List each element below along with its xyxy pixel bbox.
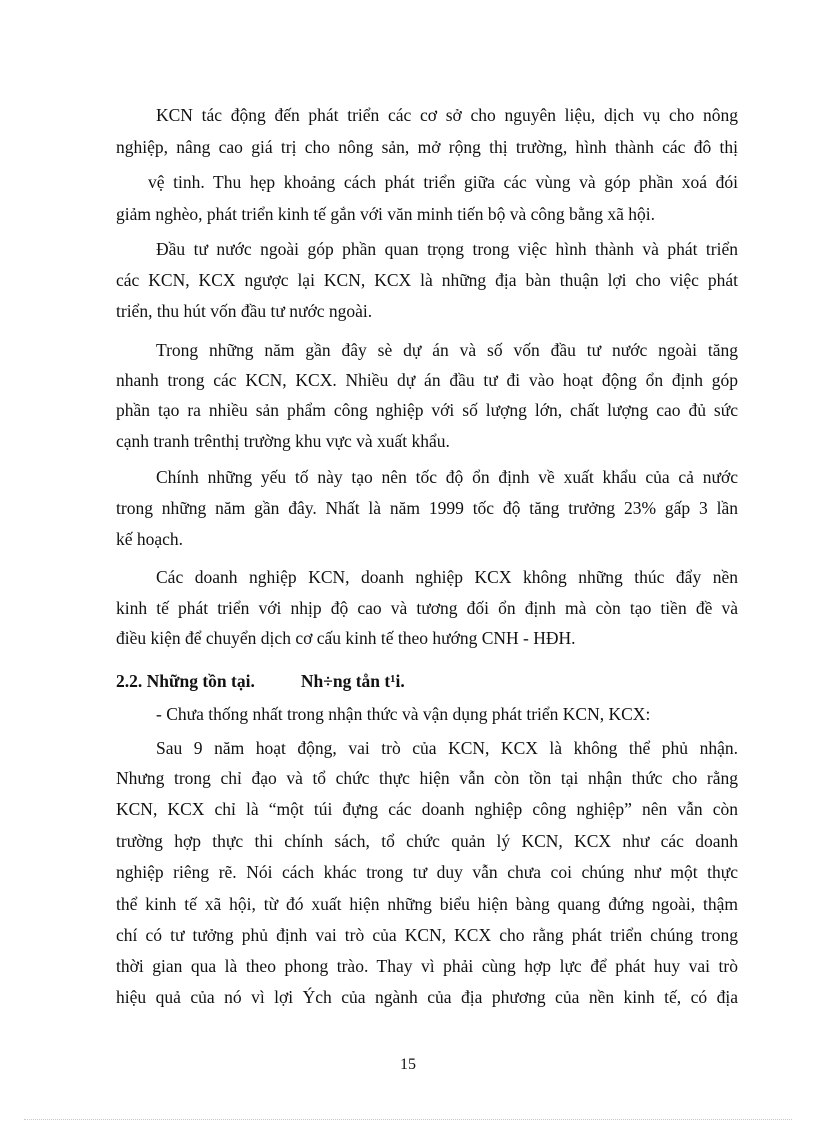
paragraph-6-line-4: trường hợp thực thi chính sách, tổ chức quản lý KCN, KCX như các doanh xyxy=(116,831,738,851)
paragraph-5-line-3: điều kiện để chuyển dịch cơ cấu kinh tế theo hướng CNH - HĐH. xyxy=(116,628,576,648)
paragraph-3-line-1: Trong những năm gần đây sè dự án và số vốn đầu tư nước ngoài tăng xyxy=(156,340,738,360)
page-number: 15 xyxy=(400,1056,416,1073)
paragraph-5-line-1: Các doanh nghiệp KCN, doanh nghiệp KCX không những thúc đẩy nền xyxy=(156,567,738,587)
paragraph-6-line-7: chí có tư tưởng phủ định vai trò của KCN, KCX cho rằng phát triển chúng trong xyxy=(116,925,738,945)
paragraph-6-line-8: thời gian qua là theo phong trào. Thay vì phải cùng hợp lực để phát huy vai trò xyxy=(116,956,738,976)
section-heading-garbled: Nh÷ng tån t¹i. xyxy=(300,671,405,691)
paragraph-3-line-4: cạnh tranh trênthị trường khu vực và xuất khẩu. xyxy=(116,431,450,451)
paragraph-6-line-5: nghiệp riêng rẽ. Nói cách khác trong tư duy vẫn chưa coi chúng như một thực xyxy=(116,862,738,882)
paragraph-1-line-1: KCN tác động đến phát triển các cơ sở cho nguyên liệu, dịch vụ cho nông xyxy=(156,105,738,125)
paragraph-3-line-3: phần tạo ra nhiều sản phẩm công nghiệp với số lượng lớn, chất lượng cao đủ sức xyxy=(116,400,738,420)
paragraph-6-line-9: hiệu quả của nó vì lợi Ých của ngành của địa phương của nền kinh tế, có địa xyxy=(116,987,738,1007)
paragraph-1-line-4: giảm nghèo, phát triển kinh tế gắn với văn minh tiến bộ và công bằng xã hội. xyxy=(116,204,655,224)
paragraph-4-line-3: kế hoạch. xyxy=(116,529,184,549)
paragraph-4-line-2: trong những năm gần đây. Nhất là năm 1999 tốc độ tăng trưởng 23% gấp 3 lần xyxy=(116,498,738,518)
paragraph-6-line-6: thể kinh tế xã hội, từ đó xuất hiện những biểu hiện bàng quang đứng ngoài, thậm xyxy=(116,894,738,914)
section-heading-title: 2.2. Những tồn tại. xyxy=(116,671,255,691)
paragraph-2-line-1: Đầu tư nước ngoài góp phần quan trọng trong việc hình thành và phát triển xyxy=(156,239,738,259)
paragraph-5-line-2: kinh tế phát triển với nhịp độ cao và tương đối ổn định mà còn tạo tiền đề và xyxy=(116,598,738,618)
paragraph-2-line-2: các KCN, KCX ngược lại KCN, KCX là những địa bàn thuận lợi cho việc phát xyxy=(116,270,738,290)
paragraph-6-line-1: Sau 9 năm hoạt động, vai trò của KCN, KCX là không thể phủ nhận. xyxy=(156,738,738,758)
bullet-line: - Chưa thống nhất trong nhận thức và vận dụng phát triển KCN, KCX: xyxy=(156,704,651,724)
section-heading xyxy=(116,670,405,692)
paragraph-6-line-3: KCN, KCX chỉ là “một túi đựng các doanh nghiệp công nghiệp” nên vẫn còn xyxy=(116,799,738,819)
paragraph-6-line-2: Nhưng trong chỉ đạo và tổ chức thực hiện vẫn còn tồn tại nhận thức cho rằng xyxy=(116,768,738,788)
paragraph-3-line-2: nhanh trong các KCN, KCX. Nhiều dự án đầu tư đi vào hoạt động ổn định góp xyxy=(116,370,738,390)
page-bottom-divider xyxy=(24,1119,792,1120)
paragraph-1-line-3: vệ tinh. Thu hẹp khoảng cách phát triển giữa các vùng và góp phần xoá đói xyxy=(148,172,738,192)
paragraph-2-line-3: triển, thu hút vốn đầu tư nước ngoài. xyxy=(116,301,373,321)
paragraph-4-line-1: Chính những yếu tố này tạo nên tốc độ ổn định về xuất khẩu của cả nước xyxy=(156,467,738,487)
paragraph-1-line-2: nghiệp, nâng cao giá trị cho nông sản, mở rộng thị trường, hình thành các đô thị xyxy=(116,137,738,157)
